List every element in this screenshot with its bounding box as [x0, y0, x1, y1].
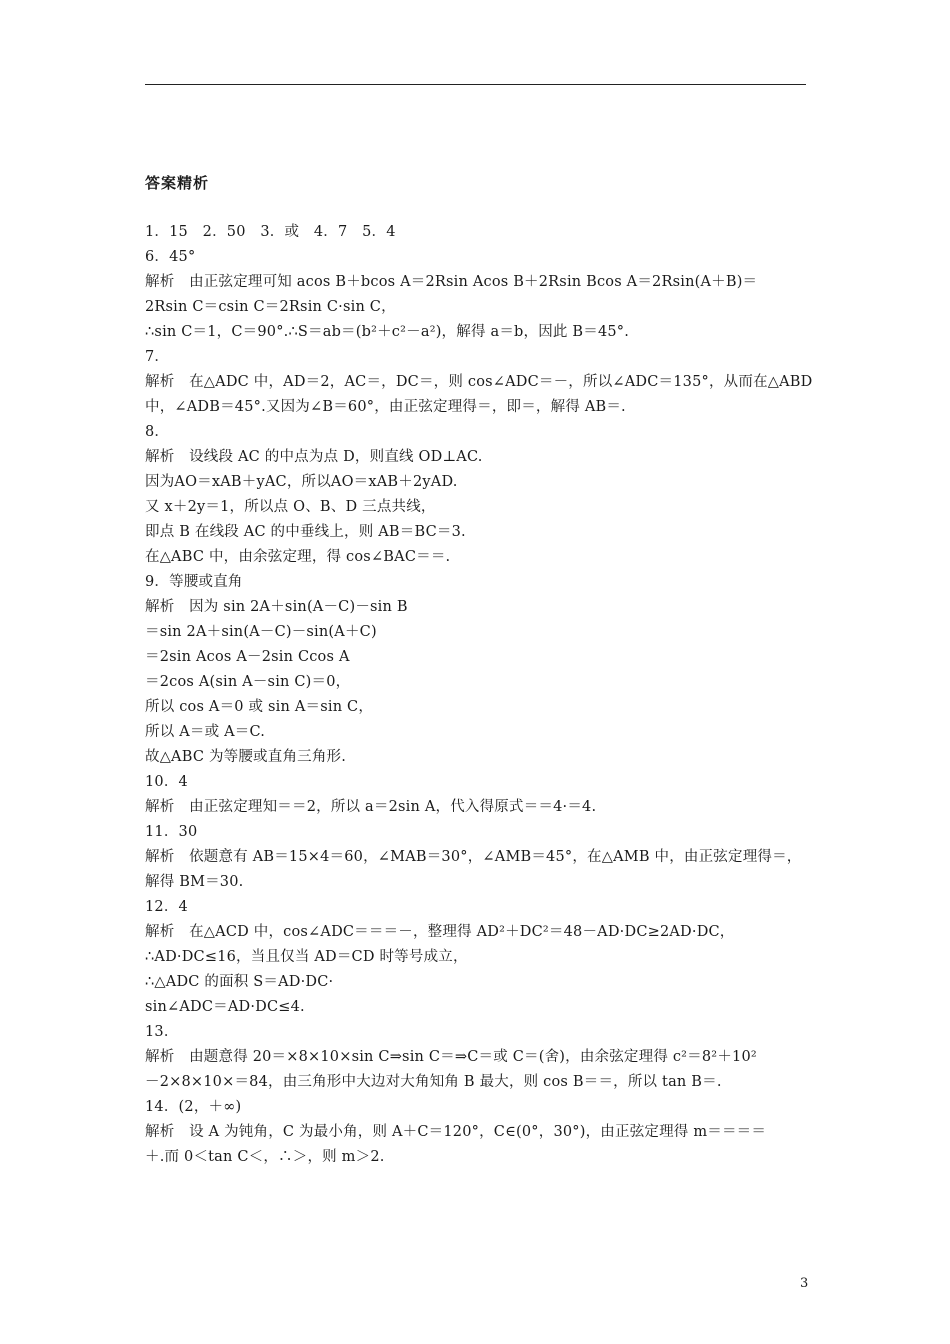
- text-line: 故△ABC 为等腰或直角三角形.: [145, 749, 347, 765]
- text-line: 解析 由题意得 20＝×8×10×sin C⇒sin C＝⇒C＝或 C＝(舍)，由余弦定理得 c²＝8²＋10²: [145, 1049, 757, 1065]
- text-line: ＝2cos A(sin A－sin C)＝0，: [145, 674, 351, 690]
- text-line: 又 x＋2y＝1，所以点 O、B、D 三点共线，: [145, 499, 436, 515]
- text-line: ＝2sin Acos A－2sin Ccos A: [145, 649, 350, 665]
- text-line: 解析 设线段 AC 的中点为点 D，则直线 OD⊥AC.: [145, 449, 483, 465]
- text-line: 12．4: [145, 899, 188, 915]
- text-line: 解得 BM＝30.: [145, 874, 244, 890]
- text-line: ∴sin C＝1，C＝90°.∴S＝ab＝(b²＋c²－a²)，解得 a＝b，因此 B＝45°.: [145, 324, 630, 340]
- text-line: 所以 cos A＝0 或 sin A＝sin C，: [145, 699, 374, 715]
- text-line: ＝sin 2A＋sin(A－C)－sin(A＋C): [145, 624, 377, 640]
- text-line: 7．: [145, 349, 170, 365]
- text-line: 解析 在△ACD 中，cos∠ADC＝＝＝－，整理得 AD²＋DC²＝48－AD·DC≥2AD·DC，: [145, 924, 735, 940]
- text-line: 2Rsin C＝csin C＝2Rsin C·sin C，: [145, 299, 396, 315]
- text-line: 8．: [145, 424, 170, 440]
- text-line: 解析 设 A 为钝角，C 为最小角，则 A＋C＝120°，C∈(0°，30°)，由正弦定理得 m＝＝＝＝: [145, 1124, 767, 1140]
- page-number: 3: [800, 1276, 809, 1291]
- text-line: －2×8×10×＝84，由三角形中大边对大角知角 B 最大，则 cos B＝＝，所以 tan B＝.: [145, 1074, 722, 1090]
- text-line: 即点 B 在线段 AC 的中垂线上，则 AB＝BC＝3.: [145, 524, 466, 540]
- text-line: ＋.而 0＜tan C＜，∴＞，则 m＞2.: [145, 1149, 385, 1165]
- text-line: 9．等腰或直角: [145, 574, 243, 590]
- text-line: 解析 依题意有 AB＝15×4＝60，∠MAB＝30°，∠AMB＝45°，在△AMB 中，由正弦定理得＝，: [145, 849, 802, 865]
- text-line: 解析 在△ADC 中，AD＝2，AC＝，DC＝，则 cos∠ADC＝－，所以∠ADC＝135°，从而在△ABD: [145, 374, 813, 390]
- text-line: 10．4: [145, 774, 188, 790]
- text-line: 在△ABC 中，由余弦定理，得 cos∠BAC＝＝.: [145, 549, 451, 565]
- text-line: 13．: [145, 1024, 179, 1040]
- text-line: 解析 由正弦定理知＝＝2，所以 a＝2sin A，代入得原式＝＝4·＝4.: [145, 799, 597, 815]
- text-line: 11．30: [145, 824, 198, 840]
- text-line: 6．45°: [145, 249, 196, 265]
- text-line: 解析 因为 sin 2A＋sin(A－C)－sin B: [145, 599, 408, 615]
- text-line: ∴△ADC 的面积 S＝AD·DC·: [145, 974, 334, 990]
- text-line: sin∠ADC＝AD·DC≤4.: [145, 999, 305, 1015]
- text-line: 解析 由正弦定理可知 acos B＋bcos A＝2Rsin Acos B＋2Rsin Bcos A＝2Rsin(A＋B)＝: [145, 274, 758, 290]
- answer-body: [145, 220, 813, 1170]
- text-line: 中，∠ADB＝45°.又因为∠B＝60°，由正弦定理得＝，即＝，解得 AB＝.: [145, 399, 626, 415]
- header-rule: [145, 84, 806, 85]
- text-line: 1．15 2．50 3．或 4．7 5．4: [145, 224, 396, 240]
- text-line: 14．(2，＋∞): [145, 1099, 242, 1115]
- text-line: 所以 A＝或 A＝C.: [145, 724, 266, 740]
- text-line: ∴AD·DC≤16，当且仅当 AD＝CD 时等号成立，: [145, 949, 468, 965]
- text-line: 因为AO＝xAB＋yAC，所以AO＝xAB＋2yAD.: [145, 474, 458, 490]
- section-title: 答案精析: [145, 174, 210, 192]
